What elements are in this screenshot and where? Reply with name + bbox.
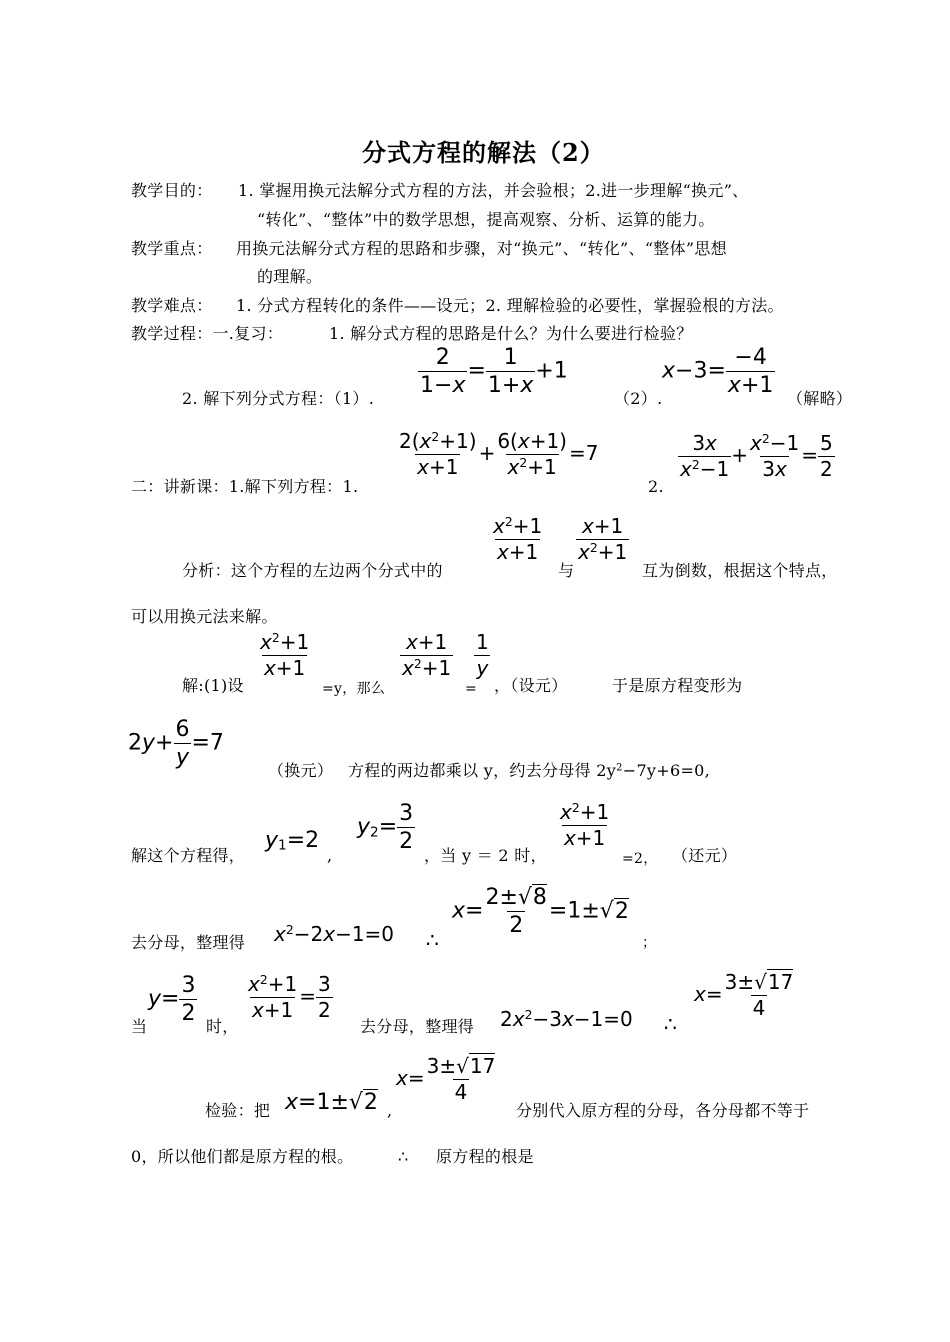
y-equals-three-halves: y= $\frac{3}{2}$ [148, 973, 196, 1027]
solution-lead: 解:(1)设 [182, 676, 244, 695]
review-2-mid: （2）. [614, 389, 663, 408]
substitution-note-1: ，（设元） [494, 676, 568, 695]
therefore-symbol-2: ∴ [664, 1012, 677, 1036]
roots-x-1: x= $\frac{2\pm√8}{2}$ =1±√2 [452, 885, 629, 939]
check-line-2: 0，所以他们都是原方程的根。 [131, 1147, 354, 1166]
solve-label: 解这个方程得， [131, 846, 246, 865]
clear-denominators-2: 去分母，整理得 [360, 1017, 475, 1036]
process-label: 教学过程：一.复习： [131, 324, 284, 343]
review-equation-1: $\frac{2}{1-x}$ = $\frac{1}{1+x}$ +1 [420, 345, 568, 399]
difficulties-line-1: 1. 分式方程转化的条件——设元；2. 理解检验的必要性，掌握验根的方法。 [236, 296, 784, 315]
restore-note: （还元） [672, 846, 738, 865]
key-points-line-2: 的理解。 [257, 267, 323, 286]
analysis-tail: 互为倒数，根据这个特点， [642, 561, 838, 580]
objectives-line-1: 1. 掌握用换元法解分式方程的方法，并会验根；2.进一步理解“换元”、 [238, 181, 749, 200]
quadratic-2: $2x^2-3x-1=0$ [500, 1007, 633, 1031]
analysis-line-2: 可以用换元法来解。 [131, 607, 278, 626]
key-points-line-1: 用换元法解分式方程的思路和步骤，对“换元”、“转化”、“整体”思想 [236, 239, 727, 258]
multiply-step-a: 方程的两边都乘以 y，约去分母得 2y [348, 761, 617, 780]
review-2-tail: （解略） [787, 389, 853, 408]
quadratic-1: $x^2-2x-1=0$ [274, 922, 395, 946]
key-points-label: 教学重点： [131, 239, 213, 258]
transformed-equation: 2y+ $\frac{6}{y}$ =7 [128, 717, 224, 771]
restore-eq: =2， [622, 851, 658, 867]
check-root-2: x= $\frac{3\pm√17}{4}$ [396, 1054, 496, 1104]
analysis-mid: 与 [558, 561, 575, 580]
review-2-lead: 2. 解下列分式方程：（1）. [182, 389, 375, 408]
root-y1: $y_1=2$ [265, 828, 320, 854]
analysis-lead: 分析：这个方程的左边两个分式中的 [182, 561, 443, 580]
check-root-1: x=1±√2 [285, 1090, 378, 1115]
clear-denominators-1: 去分母，整理得 [131, 933, 246, 952]
multiply-step-b: −7y+6=0, [622, 761, 711, 780]
check-comma: , [387, 1101, 393, 1120]
substitution-eq-y: =y，那么 [322, 681, 386, 697]
review-equation-2: x−3= $\frac{-4}{x+1}$ [662, 345, 774, 399]
new-lesson-second: 2. [648, 477, 664, 496]
objectives-label: 教学目的： [131, 181, 213, 200]
difficulties-label: 教学难点： [131, 296, 213, 315]
page-title: 分式方程的解法（2） [362, 138, 605, 167]
solve-comma: , [327, 846, 333, 865]
substitution-note-2: 于是原方程变形为 [612, 676, 743, 695]
new-equation-2: $\frac{3x}{x^2-1}$ + $\frac{x^2-1}{3x}$ = $\frac{5}{2}$ [680, 431, 833, 481]
analysis-fraction-2: $\frac{x+1}{x^2+1}$ [578, 514, 628, 564]
substitution-eq: = [465, 681, 478, 697]
substitution-fraction-1: $\frac{x^2+1}{x+1}$ [260, 630, 310, 680]
when-2-tail: 时， [206, 1017, 239, 1036]
new-lesson-lead: 二：讲新课：1.解下列方程：1. [131, 477, 359, 496]
substitution-fraction-2: $\frac{x+1}{x^2+1}$ [402, 630, 452, 680]
analysis-fraction-1: $\frac{x^2+1}{x+1}$ [493, 514, 543, 564]
substitute-note: （换元） [268, 761, 334, 780]
restore-fraction: $\frac{x^2+1}{x+1}$ [560, 800, 610, 850]
multiply-step: 方程的两边都乘以 y，约去分母得 $2y^2-7y+6=0$, [348, 761, 711, 780]
therefore-symbol-1: ∴ [426, 928, 439, 952]
roots-x-2: x= $\frac{3\pm√17}{4}$ [694, 970, 794, 1020]
when-y-2: ，当 y ＝ 2 时， [424, 846, 547, 865]
therefore-symbol-3: ∴ [398, 1147, 409, 1166]
check-lead: 检验：把 [205, 1101, 271, 1120]
check-line-3: 原方程的根是 [436, 1147, 534, 1166]
root-y2: $y_2=$ $\frac{3}{2}$ [357, 801, 414, 855]
new-equation-1: $\frac{2(x^2+1)}{x+1}$ + $\frac{6(x+1)}{x^2+1}$ =7 [399, 429, 599, 479]
objectives-line-2: “转化”、“整体”中的数学思想，提高观察、分析、运算的能力。 [257, 210, 715, 229]
substitution-reciprocal: $\frac{1}{y}$ [476, 630, 489, 680]
semicolon-1: ； [642, 935, 657, 951]
review-question-1: 1. 解分式方程的思路是什么？为什么要进行检验？ [329, 324, 693, 343]
restore-equation-2: $\frac{x^2+1}{x+1}$ = $\frac{3}{2}$ [248, 972, 331, 1022]
check-line-1: 分别代入原方程的分母，各分母都不等于 [516, 1101, 810, 1120]
when-2-label: 当 [131, 1017, 148, 1036]
